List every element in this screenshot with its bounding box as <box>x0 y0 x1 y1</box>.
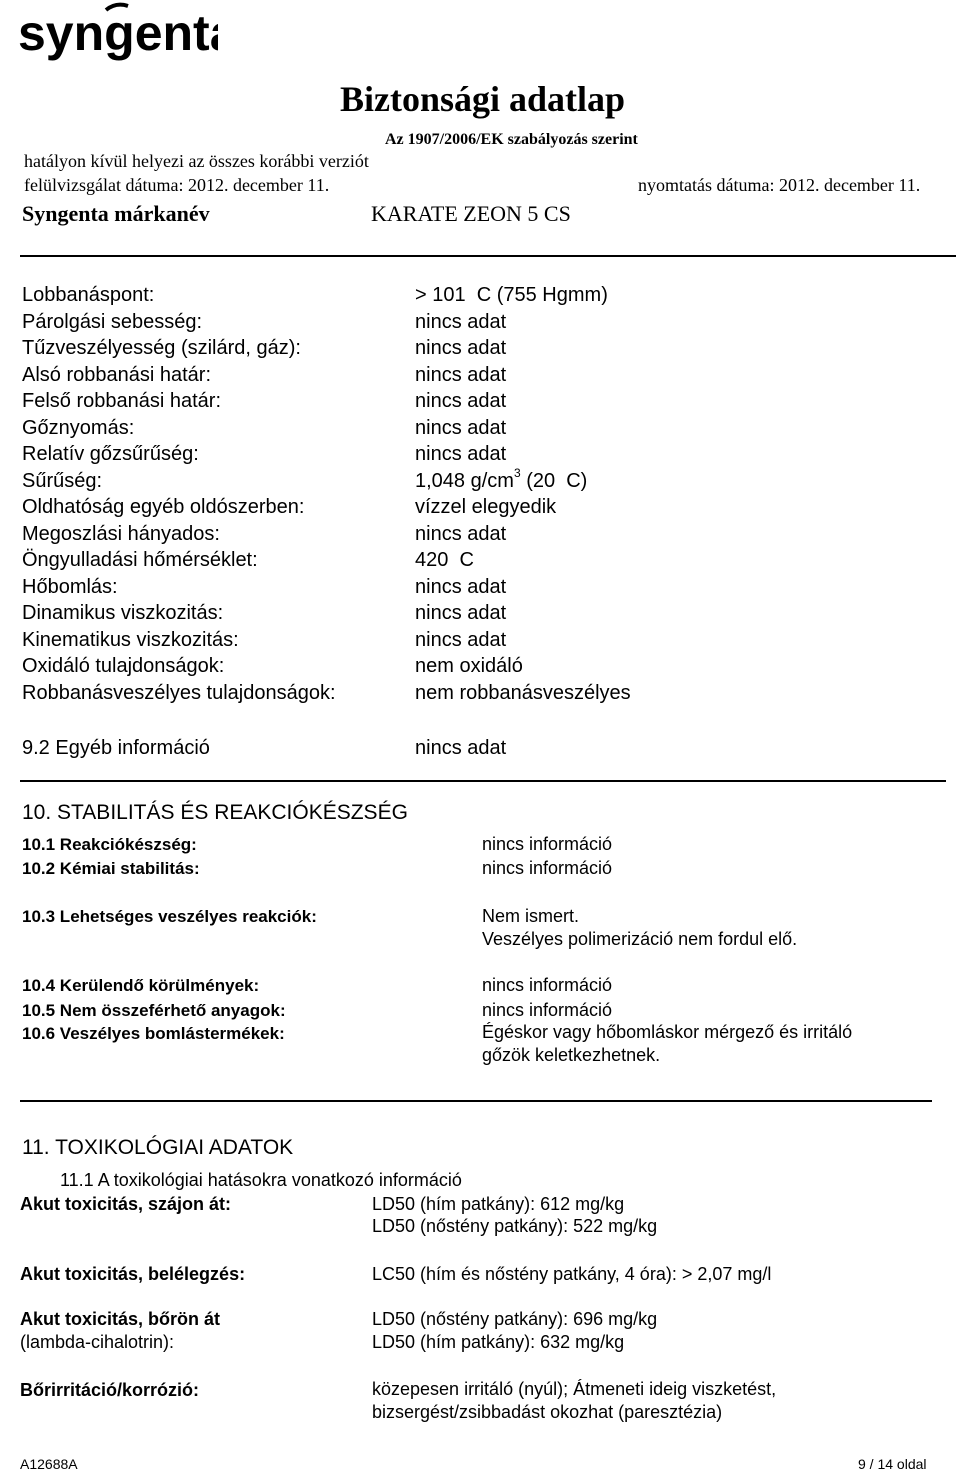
tox-dermal-value-2: LD50 (hím patkány): 632 mg/kg <box>372 1332 625 1352</box>
other-info-value: nincs adat <box>415 737 507 759</box>
property-label: Dinamikus viszkozitás: <box>22 602 224 624</box>
tox-oral-value-2: LD50 (nőstény patkány): 522 mg/kg <box>372 1216 658 1236</box>
product-name: KARATE ZEON 5 CS <box>371 201 571 226</box>
tox-oral-label: Akut toxicitás, szájon át: <box>20 1194 232 1214</box>
supersedes-note: hatályon kívül helyezi az összes korábbi verziót <box>24 151 369 171</box>
s10-label-2: 10.2 Kémiai stabilitás: <box>22 859 200 878</box>
section-10-divider <box>20 780 946 782</box>
property-label: Oldhatóság egyéb oldószerben: <box>22 496 305 518</box>
property-value-main: 1,048 g/cm <box>415 470 514 492</box>
revision-date: felülvizsgálat dátuma: 2012. december 11. <box>24 175 330 195</box>
property-value: nincs adat <box>415 576 507 598</box>
s10-value-6b: gőzök keletkezhetnek. <box>482 1045 661 1065</box>
s10-label-1: 10.1 Reakciókészség: <box>22 835 197 854</box>
tox-skin-value-2: bizsergést/zsibbadást okozhat (paresztézia) <box>372 1402 723 1422</box>
property-value: 420 C <box>415 549 474 571</box>
section-11-subtitle: 11.1 A toxikológiai hatásokra vonatkozó információ <box>60 1170 462 1190</box>
property-value-superscript: 3 <box>513 466 521 480</box>
header-divider <box>20 255 956 257</box>
syngenta-logo <box>18 2 218 69</box>
tox-oral-value-1: LD50 (hím patkány): 612 mg/kg <box>372 1194 625 1214</box>
section-11-title: 11. TOXIKOLÓGIAI ADATOK <box>22 1136 294 1159</box>
s10-label-3: 10.3 Lehetséges veszélyes reakciók: <box>22 907 317 926</box>
s10-value-6: Égéskor vagy hőbomláskor mérgező és irritáló <box>482 1022 853 1042</box>
document-title: Biztonsági adatlap <box>340 79 626 119</box>
s10-value-3b: Veszélyes polimerizáció nem fordul elő. <box>482 929 798 949</box>
property-value: nem robbanásveszélyes <box>415 682 631 704</box>
tox-skin-value-1: közepesen irritáló (nyúl); Átmeneti ideig viszketést, <box>372 1379 777 1399</box>
property-value: vízzel elegyedik <box>415 496 557 518</box>
section-11-divider <box>20 1100 932 1102</box>
property-label: Gőznyomás: <box>22 417 135 439</box>
property-label: Tűzveszélyesség (szilárd, gáz): <box>22 337 301 359</box>
property-label: Felső robbanási határ: <box>22 390 222 412</box>
property-value: nem oxidáló <box>415 655 523 677</box>
other-info-label: 9.2 Egyéb információ <box>22 737 210 759</box>
property-label: Oxidáló tulajdonságok: <box>22 655 225 677</box>
property-value-suffix: (20 C) <box>520 470 588 492</box>
property-value: nincs adat <box>415 443 507 465</box>
property-value: nincs adat <box>415 311 507 333</box>
tox-dermal-label: Akut toxicitás, bőrön át <box>20 1309 221 1329</box>
property-value: nincs adat <box>415 364 507 386</box>
tox-inhalation-value: LC50 (hím és nőstény patkány, 4 óra): > 2,07 mg/l <box>372 1264 772 1284</box>
s10-value-4: nincs információ <box>482 975 613 995</box>
property-label: Hőbomlás: <box>22 576 118 598</box>
s10-value-3: Nem ismert. <box>482 906 580 926</box>
s10-label-4: 10.4 Kerülendő körülmények: <box>22 976 260 995</box>
page-number: 9 / 14 oldal <box>858 1456 927 1472</box>
document-code: A12688A <box>20 1456 78 1472</box>
property-label: Párolgási sebesség: <box>22 311 203 333</box>
tox-skin-label: Bőrirritáció/korrózió: <box>20 1380 200 1400</box>
tox-inhalation-label: Akut toxicitás, belélegzés: <box>20 1264 246 1284</box>
property-label: Alsó robbanási határ: <box>22 364 212 386</box>
property-label: Megoszlási hányados: <box>22 523 220 545</box>
property-value: > 101 C (755 Hgmm) <box>415 284 608 306</box>
property-value <box>415 466 588 493</box>
s10-value-5: nincs információ <box>482 1000 613 1020</box>
property-label: Relatív gőzsűrűség: <box>22 443 199 465</box>
property-value: nincs adat <box>415 602 507 624</box>
tox-dermal-value-1: LD50 (nőstény patkány): 696 mg/kg <box>372 1309 658 1329</box>
s10-label-5: 10.5 Nem összeférhető anyagok: <box>22 1001 286 1020</box>
property-label: Robbanásveszélyes tulajdonságok: <box>22 682 336 704</box>
regulation-line: Az 1907/2006/EK szabályozás szerint <box>385 131 638 148</box>
property-value: nincs adat <box>415 417 507 439</box>
property-label: Sűrűség: <box>22 470 103 492</box>
s10-value-1: nincs információ <box>482 834 613 854</box>
property-value: nincs adat <box>415 629 507 651</box>
property-label: Kinematikus viszkozitás: <box>22 629 239 651</box>
tox-dermal-label-2: (lambda-cihalotrin): <box>20 1332 175 1352</box>
property-label: Lobbanáspont: <box>22 284 155 306</box>
property-value: nincs adat <box>415 523 507 545</box>
print-date: nyomtatás dátuma: 2012. december 11. <box>638 175 921 195</box>
logo-wordmark: syngenta <box>18 5 218 61</box>
s10-value-2: nincs információ <box>482 858 613 878</box>
section-10-title: 10. STABILITÁS ÉS REAKCIÓKÉSZSÉG <box>22 801 408 824</box>
property-label: Öngyulladási hőmérséklet: <box>22 549 258 571</box>
property-value: nincs adat <box>415 337 507 359</box>
brand-label: Syngenta márkanév <box>22 201 210 226</box>
property-value: nincs adat <box>415 390 507 412</box>
s10-label-6: 10.6 Veszélyes bomlástermékek: <box>22 1024 285 1043</box>
